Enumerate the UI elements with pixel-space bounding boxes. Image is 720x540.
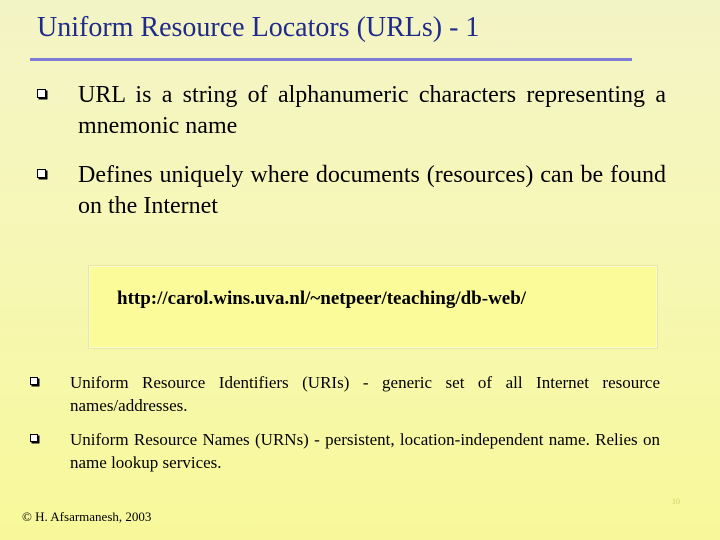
hollow-square-bullet-icon — [30, 80, 52, 106]
hollow-square-bullet-icon — [25, 428, 43, 448]
main-bullet-defines-uniquely — [30, 160, 666, 222]
page-number: 10 — [672, 497, 680, 506]
title-underline — [30, 58, 632, 61]
secondary-bullet-text: Uniform Resource Identifiers (URIs) - generic set of all Internet resource names/addresses. — [70, 373, 660, 415]
hollow-square-bullet-icon — [30, 160, 52, 186]
secondary-bullet-text: Uniform Resource Names (URNs) - persistent, location-independent name. Relies on name lookup services. — [70, 430, 660, 472]
secondary-bullet-urn — [25, 428, 660, 474]
secondary-bullet-uri — [25, 371, 660, 417]
slide-title: Uniform Resource Locators (URLs) - 1 — [37, 12, 480, 43]
copyright-footer: © H. Afsarmanesh, 2003 — [22, 509, 152, 524]
main-bullet-text: URL is a string of alphanumeric characters representing a mnemonic name — [78, 82, 666, 139]
hollow-square-bullet-icon — [25, 371, 43, 391]
main-bullet-text: Defines uniquely where documents (resources) can be found on the Internet — [78, 162, 666, 219]
example-url: http://carol.wins.uva.nl/~netpeer/teaching/db-web/ — [117, 288, 527, 309]
main-bullet-url-definition — [30, 80, 666, 142]
